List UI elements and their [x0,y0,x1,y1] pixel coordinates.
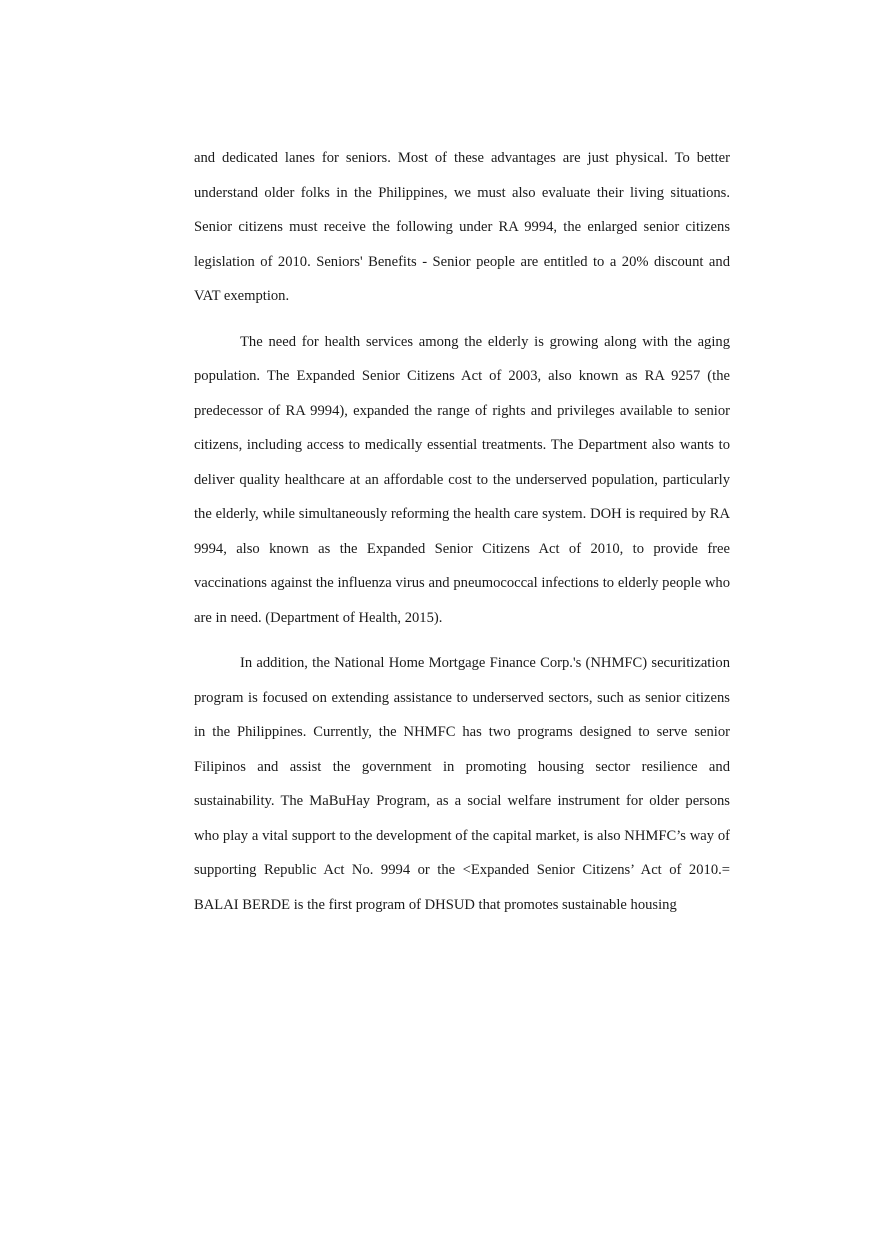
paragraph-3: In addition, the National Home Mortgage Finance Corp.'s (NHMFC) securitization program is focused on extending assistance to underserved sectors, such as senior citizens in the Philippines. Currently, the NHMFC has two programs designed to serve senior Filipinos and assist the government in promoting housing sector resilience and sustainability. The MaBuHay Program, as a social welfare instrument for older persons who play a vital support to the development of the capital market, is also NHMFC’s way of supporting Republic Act No. 9994 or the <Expanded Senior Citizens’ Act of 2010.= BALAI BERDE is the first program of DHSUD that promotes sustainable housing [194,655,730,913]
body-text [194,141,730,933]
paragraph-1: and dedicated lanes for seniors. Most of these advantages are just physical. To better understand older folks in the Philippines, we must also evaluate their living situations. Senior citizens must receive the following under RA 9994, the enlarged senior citizens legislation of 2010. Seniors' Benefits - Senior people are entitled to a 20% discount and VAT exemption. [194,150,730,304]
paragraph-2: The need for health services among the elderly is growing along with the aging population. The Expanded Senior Citizens Act of 2003, also known as RA 9257 (the predecessor of RA 9994), expanded the range of rights and privileges available to senior citizens, including access to medically essential treatments. The Department also wants to deliver quality healthcare at an affordable cost to the underserved population, particularly the elderly, while simultaneously reforming the health care system. DOH is required by RA 9994, also known as the Expanded Senior Citizens Act of 2010, to provide free vaccinations against the influenza virus and pneumococcal infections to elderly people who are in need. (Department of Health, 2015). [194,333,730,626]
